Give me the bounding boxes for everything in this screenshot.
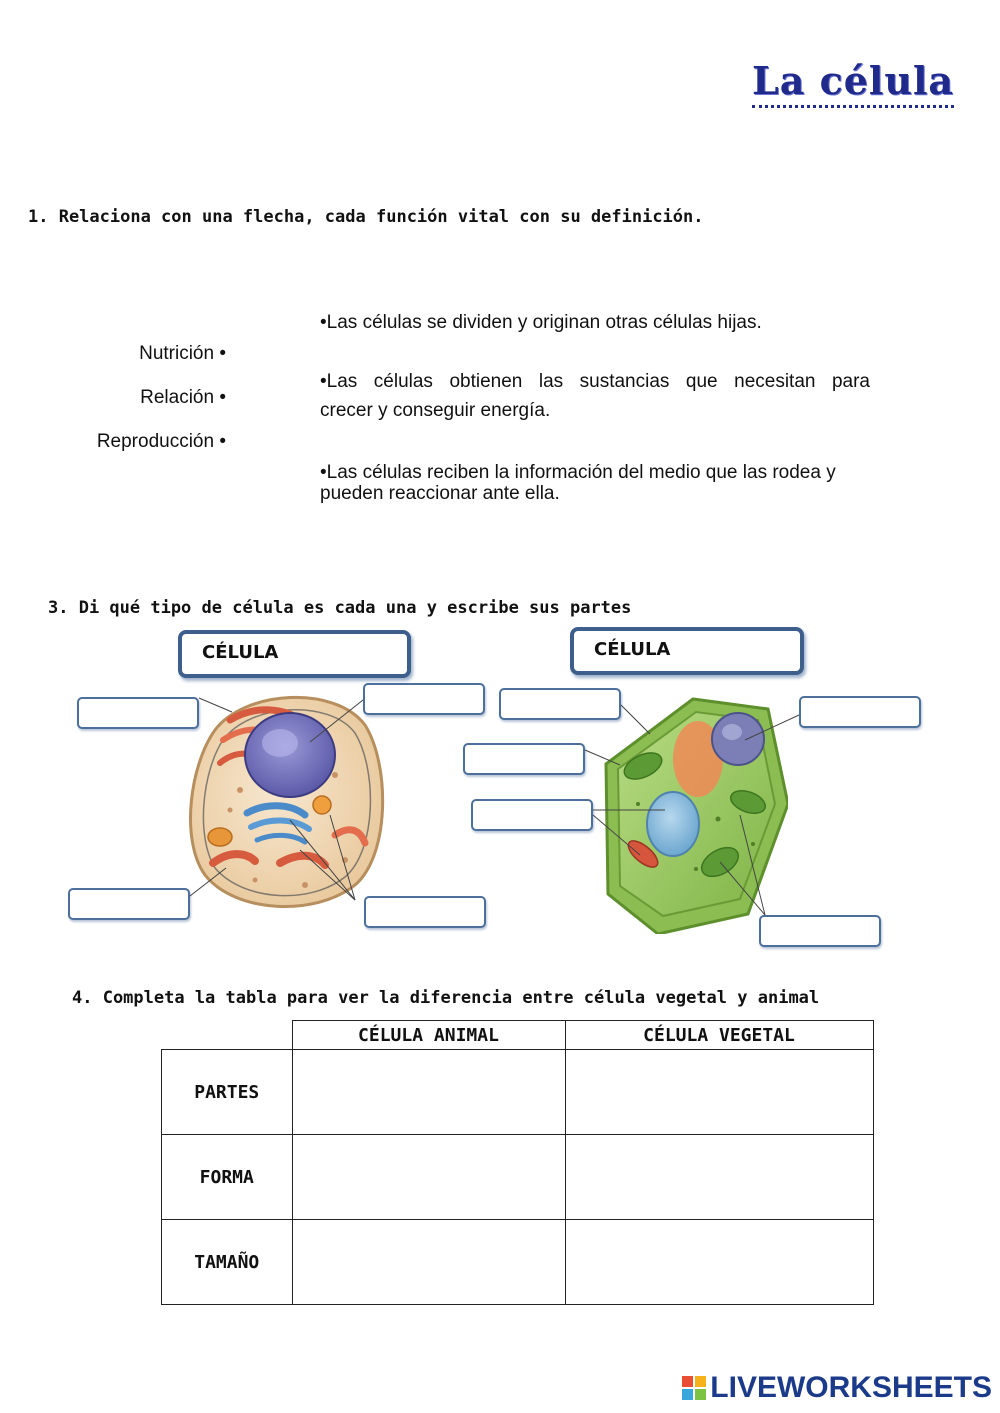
function-relacion[interactable]: Relación • [140,387,226,408]
definition-reproduction[interactable]: •Las células se dividen y originan otras células hijas. [320,312,762,333]
function-reproduccion[interactable]: Reproducción • [96,431,226,452]
animal-cell-type-field[interactable] [178,630,411,678]
table-cell-plant-forma[interactable] [565,1135,873,1220]
table-cell-plant-tamano[interactable] [565,1220,873,1305]
animal-part-input-membrane[interactable] [77,697,199,729]
animal-cell-illustration [185,685,385,915]
section4-heading: 4. Completa la tabla para ver la diferencia entre célula vegetal y animal [72,988,820,1008]
plant-cell-type-field[interactable] [570,627,804,675]
section3-heading: 3. Di qué tipo de célula es cada una y escribe sus partes [48,598,632,618]
plant-part-input-membrane[interactable] [463,743,585,775]
table-cell-animal-partes[interactable] [292,1050,565,1135]
table-header-plant: CÉLULA VEGETAL [565,1021,873,1050]
plant-cell-illustration [598,694,788,934]
definition-nutrition-line2: crecer y conseguir energía. [320,400,551,421]
table-row-label-forma: FORMA [162,1135,293,1220]
plant-part-input-nucleus[interactable] [799,696,921,728]
definition-nutrition-line1[interactable]: •Las células obtienen las sustancias que necesitan para [320,371,870,392]
plant-cell-type-label: CÉLULA [594,639,671,660]
table-header-animal: CÉLULA ANIMAL [292,1021,565,1050]
brand-name: LIVEWORKSHEETS [710,1371,992,1404]
animal-cell-type-label: CÉLULA [202,642,279,663]
page-title: La célula [752,58,954,108]
plant-part-input-vacuole[interactable] [471,799,593,831]
function-nutricion[interactable]: Nutrición • [139,343,226,364]
table-corner-cell [162,1021,293,1050]
definition-relation-line2: pueden reaccionar ante ella. [320,483,560,504]
table-cell-plant-partes[interactable] [565,1050,873,1135]
animal-part-input-cytoplasm[interactable] [68,888,190,920]
definition-relation-line1[interactable]: •Las células reciben la información del medio que las rodea y [320,462,836,483]
difference-table [161,1020,874,1305]
table-row-label-partes: PARTES [162,1050,293,1135]
table-cell-animal-tamano[interactable] [292,1220,565,1305]
section1-heading: 1. Relaciona con una flecha, cada función vital con su definición. [28,207,704,227]
table-cell-animal-forma[interactable] [292,1135,565,1220]
table-row-label-tamano: TAMAÑO [162,1220,293,1305]
liveworksheets-logo-icon [682,1376,706,1400]
liveworksheets-brand[interactable] [682,1371,992,1405]
